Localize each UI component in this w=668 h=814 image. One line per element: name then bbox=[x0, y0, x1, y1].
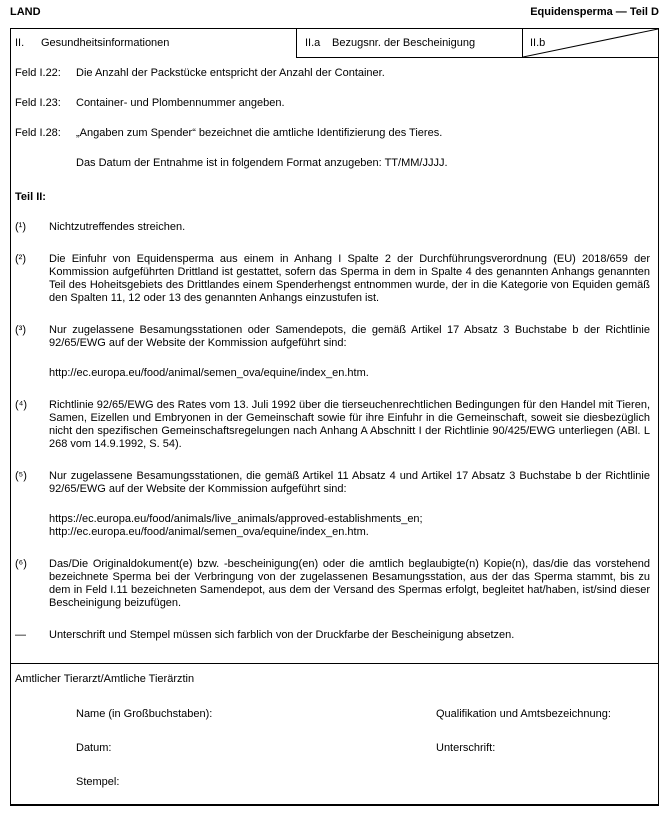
field-note-date-format bbox=[15, 157, 650, 170]
stamp-row bbox=[15, 776, 650, 789]
qualification-label: Qualifikation und Amtsbezeichnung: bbox=[436, 708, 611, 720]
iib-label: II.b bbox=[530, 37, 546, 49]
page-top-bar bbox=[10, 6, 659, 19]
name-qualification-row bbox=[15, 708, 650, 721]
stamp-label: Stempel: bbox=[76, 776, 120, 788]
certificate-reference-cell bbox=[296, 29, 522, 58]
dash-marker: — bbox=[15, 629, 26, 641]
footnote-text: Nur zugelassene Besamungsstationen oder Samendepots, die gemäß Artikel 17 Absatz 3 Buchstabe b der Richtlinie 92/65/EWG auf der Website der Kommission aufgeführt sind: bbox=[49, 324, 650, 349]
field-note-label: Feld I.22: bbox=[15, 67, 61, 79]
footnote-marker: (⁴) bbox=[15, 399, 28, 411]
footnote-3 bbox=[15, 324, 650, 380]
field-note-text: Container- und Plombennummer angeben. bbox=[76, 97, 285, 109]
field-note-text: „Angaben zum Spender“ bezeichnet die amtliche Identifizierung des Tieres. bbox=[76, 127, 443, 139]
footnote-text: Das/Die Originaldokument(e) bzw. -bescheinigung(en) oder die amtlich beglaubigte(n) Kopie(n), das/die das vorstehend bezeichnete Sperma bei der Verbringung von der zugelassenen Besamungsstation, aus der das Sperma stammt, bis zu dem in Feld I.11 bezeichneten Samendepot, aus dem der Versand des Spermas erfolgt, begleitet hat/haben, ist/sind dieser Bescheinigung beizufügen. bbox=[49, 558, 650, 609]
dash-note-text: Unterschrift und Stempel müssen sich farblich von der Druckfarbe der Bescheinigung absetzen. bbox=[49, 629, 515, 641]
footnote-5 bbox=[15, 470, 650, 539]
iib-cell bbox=[522, 29, 658, 58]
footnote-text: Nur zugelassene Besamungsstationen, die gemäß Artikel 11 Absatz 4 und Artikel 17 Absatz 3 Buchstabe b der Richtlinie 92/65/EWG auf der Website der Kommission aufgeführt sind: bbox=[49, 470, 650, 495]
field-note-text: Das Datum der Entnahme ist in folgendem Format anzugeben: TT/MM/JJJJ. bbox=[76, 157, 448, 169]
footnote-1 bbox=[15, 221, 650, 234]
dash-note-body bbox=[49, 629, 650, 642]
field-note-label: Feld I.23: bbox=[15, 97, 61, 109]
notes-body bbox=[11, 58, 658, 664]
footnote-text: Nichtzutreffendes streichen. bbox=[49, 221, 186, 233]
country-label: LAND bbox=[10, 6, 41, 18]
footnote-body bbox=[49, 558, 650, 610]
footnote-url: http://ec.europa.eu/food/animal/semen_ova/equine/index_en.htm. bbox=[49, 367, 369, 379]
footnote-marker: (³) bbox=[15, 324, 26, 336]
footnote-text: Die Einfuhr von Equidensperma aus einem in Anhang I Spalte 2 der Durchführungsverordnung (EU) 2018/659 der Kommission aufgeführten Drittland ist gestattet, sofern das Sperma in dem in Spalte 4 des genannten Anhangs genannten Teil des Hoheitsgebiets des Drittlandes einem Spenderhengst entnommen wurde, der in die Kategorie von Equiden gemäß den Spalten 11, 12 oder 13 des genannten Anhangs einzustufen ist. bbox=[49, 253, 650, 304]
footnote-body bbox=[49, 470, 650, 539]
footnote-marker: (⁵) bbox=[15, 470, 27, 482]
field-note-i28 bbox=[15, 127, 650, 140]
footnote-6 bbox=[15, 558, 650, 610]
field-note-label: Feld I.28: bbox=[15, 127, 61, 139]
field-note-label bbox=[15, 157, 76, 170]
health-information-label: Gesundheitsinformationen bbox=[41, 37, 170, 49]
date-label: Datum: bbox=[76, 742, 112, 754]
cell-number: II.a bbox=[305, 37, 321, 49]
field-note-i23 bbox=[15, 97, 650, 110]
name-label: Name (in Großbuchstaben): bbox=[76, 708, 213, 720]
footnote-url: http://ec.europa.eu/food/animal/semen_ova/equine/index_en.htm. bbox=[49, 526, 369, 538]
footnote-text: Richtlinie 92/65/EWG des Rates vom 13. Juli 1992 über die tierseuchenrechtlichen Bedingungen für den Handel mit Tieren, Samen, Eizellen und Embryonen in der Gemeinschaft sowie für ihre Einfuhr in die Gemeinschaft, soweit sie diesbezüglich nicht den spezifischen Gemeinschaftsregelungen nach Anhang A Abschnitt I der Richtlinie 90/425/EWG unterliegen (ABl. L 268 vom 14.9.1992, S. 54). bbox=[49, 399, 650, 450]
dash-note bbox=[15, 629, 650, 642]
footnote-marker: (²) bbox=[15, 253, 26, 265]
signature-label: Unterschrift: bbox=[436, 742, 496, 754]
date-signature-row bbox=[15, 742, 650, 755]
field-note-i22 bbox=[15, 67, 650, 80]
document-title: Equidensperma — Teil D bbox=[530, 6, 659, 18]
cell-number: II. bbox=[15, 37, 25, 49]
certificate-reference-label: Bezugsnr. der Bescheinigung bbox=[332, 37, 476, 49]
part2-header-row bbox=[11, 29, 658, 58]
footnote-marker: (⁶) bbox=[15, 558, 27, 570]
certificate-box bbox=[10, 28, 659, 806]
footnote-url: https://ec.europa.eu/food/animals/live_animals/approved-establishments_en; bbox=[49, 513, 423, 525]
footnote-2 bbox=[15, 253, 650, 305]
footnote-body bbox=[49, 324, 650, 380]
footnote-body bbox=[49, 253, 650, 305]
official-veterinarian-section bbox=[11, 664, 658, 789]
footnote-marker: (¹) bbox=[15, 221, 26, 233]
footnote-body bbox=[49, 399, 650, 451]
health-information-cell bbox=[11, 29, 296, 58]
field-note-text: Die Anzahl der Packstücke entspricht der Anzahl der Container. bbox=[76, 67, 385, 79]
official-veterinarian-title: Amtlicher Tierarzt/Amtliche Tierärztin bbox=[15, 673, 195, 685]
footnote-4 bbox=[15, 399, 650, 451]
footnote-body bbox=[49, 221, 650, 234]
part2-heading: Teil II: bbox=[15, 191, 46, 203]
